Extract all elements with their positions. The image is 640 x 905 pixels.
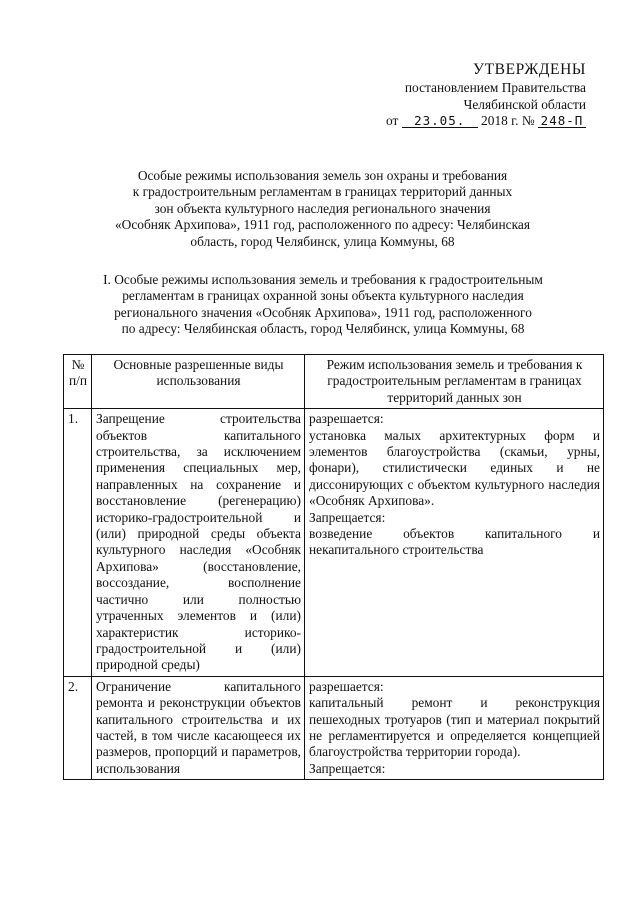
title-line: к градостроительным регламентам в границах территорий данных [132,184,513,200]
row-regime [305,409,604,677]
title-line: Особые режимы использования земель зон охраны и требования [137,168,508,183]
table-row [64,409,604,677]
approval-date-line [346,113,586,129]
row-number: 1. [64,409,92,677]
date-prefix: от [385,113,399,129]
approval-title: УТВЕРЖДЕНЫ [473,61,586,78]
section-title-line: по адресу: Челябинская область, город Челябинск, улица Коммуны, 68 [121,321,525,337]
year-number-label: 2018 г. № [481,113,535,129]
allowed-label: разрешается: [309,411,384,427]
approval-line-1: постановлением Правительства [404,80,586,96]
row-uses: Запрещение строительства объектов капитального строительства, за исключением применения специальных мер, направленных на сохранение и восстановление (регенерацию) историко-градостроительной и (или) природной среды объекта культурного наследия «Особняк Архипова» (восстановление, воссоздание, восполнение частично или полностью утраченных элементов и (или) характеристик историко-градостроительной и (или) природной среды) [92,409,305,677]
regulations-table [63,354,604,780]
table-row [64,676,604,779]
approval-stamp [346,62,586,130]
approval-line-2: Челябинской области [463,96,586,112]
header-number: № п/п [64,355,92,409]
row-uses: Ограничение капитального ремонта и реконструкции объектов капитального строительства и их частей, в том числе касающееся их размеров, пропорций и параметров, использования [92,676,305,779]
section-title-line: регионального значения «Особняк Архипова», 1911 год, расположенного [114,304,532,320]
row-regime [305,676,604,779]
allowed-text: установка малых архитектурных форм и элементов благоустройства (скамьи, урны, фонари), стилистически единых и не диссонирующих с объектом культурного наследия «Особняк Архипова». [309,427,600,509]
forbidden-label: Запрещается: [309,760,386,776]
section-title-line: I. Особые режимы использования земель и требования к градостроительным [103,272,543,287]
allowed-text: капитальный ремонт и реконструкция пешеходных тротуаров (тип и материал покрытий не регламентируется и определяется концепцией благоустройства территории города). [309,695,600,760]
row-number: 2. [64,676,92,779]
section-title [64,272,582,338]
title-line: «Особняк Архипова», 1911 год, расположенного по адресу: Челябинская [114,217,530,233]
document-title [80,168,565,250]
approval-number: 248-П [538,114,586,128]
header-regime: Режим использования земель и требования к градостроительным регламентам в границах территорий данных зон [305,355,604,409]
approval-date: 23.05. [402,114,478,128]
header-uses: Основные разрешенные виды использования [92,355,305,409]
section-title-line: регламентам в границах охранной зоны объекта культурного наследия [122,288,524,304]
title-line: зон объекта культурного наследия регионального значения [154,200,491,216]
forbidden-text: возведение объектов капитального и некапитального строительства [309,526,600,558]
forbidden-label: Запрещается: [309,509,386,525]
title-line: область, город Челябинск, улица Коммуны, 68 [190,233,455,249]
table-header-row [64,355,604,409]
allowed-label: разрешается: [309,678,384,694]
